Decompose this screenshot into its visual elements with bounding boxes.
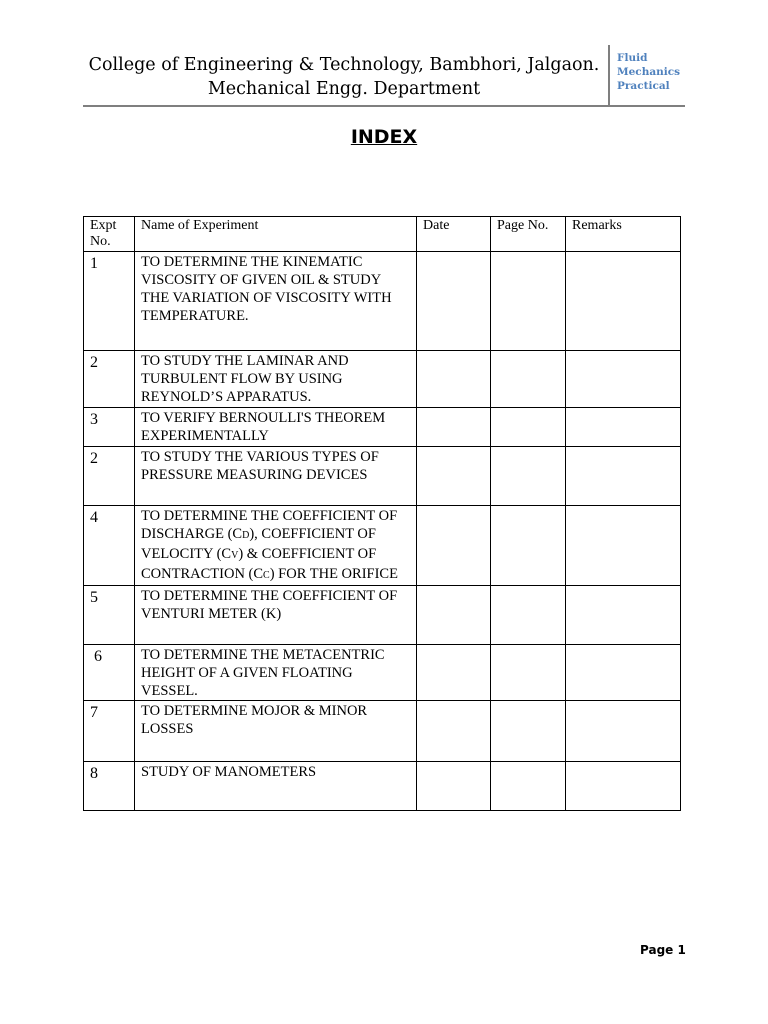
date-cell [417,408,491,447]
date-cell [417,701,491,762]
page-no-cell [491,351,566,408]
table-row [84,762,681,811]
page-no-cell [491,762,566,811]
page-no-cell [491,252,566,351]
experiment-name-line: LOSSES [141,721,194,737]
page-no-cell [491,586,566,645]
name-text: CONTRACTION (C [141,566,264,582]
name-text: DISCHARGE (C [141,526,243,542]
experiment-name-line: VESSEL. [141,683,198,699]
remarks-cell [566,506,681,586]
page-no-cell [491,506,566,586]
remarks-cell [566,701,681,762]
remarks-cell [566,762,681,811]
remarks-cell [566,645,681,701]
college-line-1: College of Engineering & Technology, Bambhori, Jalgaon. [88,55,600,75]
date-cell [417,252,491,351]
experiment-name [135,586,417,645]
experiment-name-line [141,545,410,565]
table-row [84,701,681,762]
col-header-name: Name of Experiment [135,217,417,252]
header-rule [83,105,685,107]
experiment-name-line [141,565,410,585]
department-line: Mechanical Engg. Department [207,79,481,99]
col-header-date: Date [417,217,491,252]
page-no-cell [491,447,566,506]
table-header-row [84,217,681,252]
date-cell [417,586,491,645]
experiment-name-line: TO STUDY THE VARIOUS TYPES OF [141,449,379,465]
name-text: ) & COEFFICIENT OF [238,546,377,562]
experiment-name [135,762,417,811]
col-header-remarks: Remarks [566,217,681,252]
table-row [84,447,681,506]
expt-number: 3 [84,408,135,447]
index-table [83,216,681,811]
col-header-page-no: Page No. [491,217,566,252]
table-row [84,506,681,586]
experiment-name-line: TO DETERMINE THE KINEMATIC [141,254,363,270]
expt-number: 2 [84,447,135,506]
page-header [83,45,685,107]
subject-line-1: Fluid [617,52,648,64]
remarks-cell [566,447,681,506]
expt-number: 4 [84,506,135,586]
subscript: C [263,570,270,581]
experiment-name-line: TO DETERMINE THE COEFFICIENT OF [141,508,398,524]
name-text: ), COEFFICIENT OF [249,526,376,542]
page-no-cell [491,408,566,447]
date-cell [417,506,491,586]
experiment-name-line: THE VARIATION OF VISCOSITY WITH [141,290,392,306]
experiment-name-line: TO VERIFY BERNOULLI'S THEOREM [141,410,386,426]
experiment-name-line: PRESSURE MEASURING DEVICES [141,467,368,483]
experiment-name-line: TO DETERMINE MOJOR & MINOR [141,703,368,719]
remarks-cell [566,408,681,447]
experiment-name-line: TO STUDY THE LAMINAR AND [141,353,349,369]
experiment-name [135,645,417,701]
table-row [84,351,681,408]
col-header-expt-line1: Expt [90,218,117,233]
experiment-name-line: STUDY OF MANOMETERS [141,764,317,780]
header-divider [608,45,610,105]
table-row [84,408,681,447]
experiment-name [135,447,417,506]
subscript: D [242,530,250,541]
experiment-name-line [141,525,410,545]
col-header-expt-line2: No. [90,234,111,249]
remarks-cell [566,351,681,408]
table-row [84,586,681,645]
page-no-cell [491,701,566,762]
experiment-name-line: TEMPERATURE. [141,308,249,324]
name-text: ) FOR THE ORIFICE [269,566,398,582]
experiment-name [135,701,417,762]
experiment-name [135,351,417,408]
expt-number: 2 [84,351,135,408]
experiment-name-line: HEIGHT OF A GIVEN FLOATING [141,665,353,681]
experiment-name-line: EXPERIMENTALLY [141,428,269,444]
expt-number: 6 [84,645,135,701]
subject-line-3: Practical [617,80,670,92]
page-no-cell [491,645,566,701]
date-cell [417,447,491,506]
expt-number: 1 [84,252,135,351]
page-title: INDEX [350,126,418,148]
date-cell [417,645,491,701]
expt-number: 8 [84,762,135,811]
table-row [84,252,681,351]
subscript: V [231,550,239,561]
date-cell [417,762,491,811]
remarks-cell [566,586,681,645]
expt-number: 7 [84,701,135,762]
date-cell [417,351,491,408]
experiment-name-line: TO DETERMINE THE METACENTRIC [141,647,385,663]
subject-line-2: Mechanics [617,66,681,78]
experiment-name [135,252,417,351]
experiment-name-line: TO DETERMINE THE COEFFICIENT OF [141,588,398,604]
experiment-name-line: VENTURI METER (K) [141,606,282,622]
college-name [83,53,605,101]
name-text: VELOCITY (C [141,546,232,562]
remarks-cell [566,252,681,351]
experiment-name [135,506,417,586]
experiment-name-line: REYNOLD’S APPARATUS. [141,389,312,405]
experiment-name-line: VISCOSITY OF GIVEN OIL & STUDY [141,272,382,288]
experiment-name-line: TURBULENT FLOW BY USING [141,371,343,387]
page-number: Page 1 [640,943,686,957]
expt-number: 5 [84,586,135,645]
table-row [84,645,681,701]
col-header-expt-no [84,217,135,252]
subject-label [617,51,697,93]
experiment-name [135,408,417,447]
